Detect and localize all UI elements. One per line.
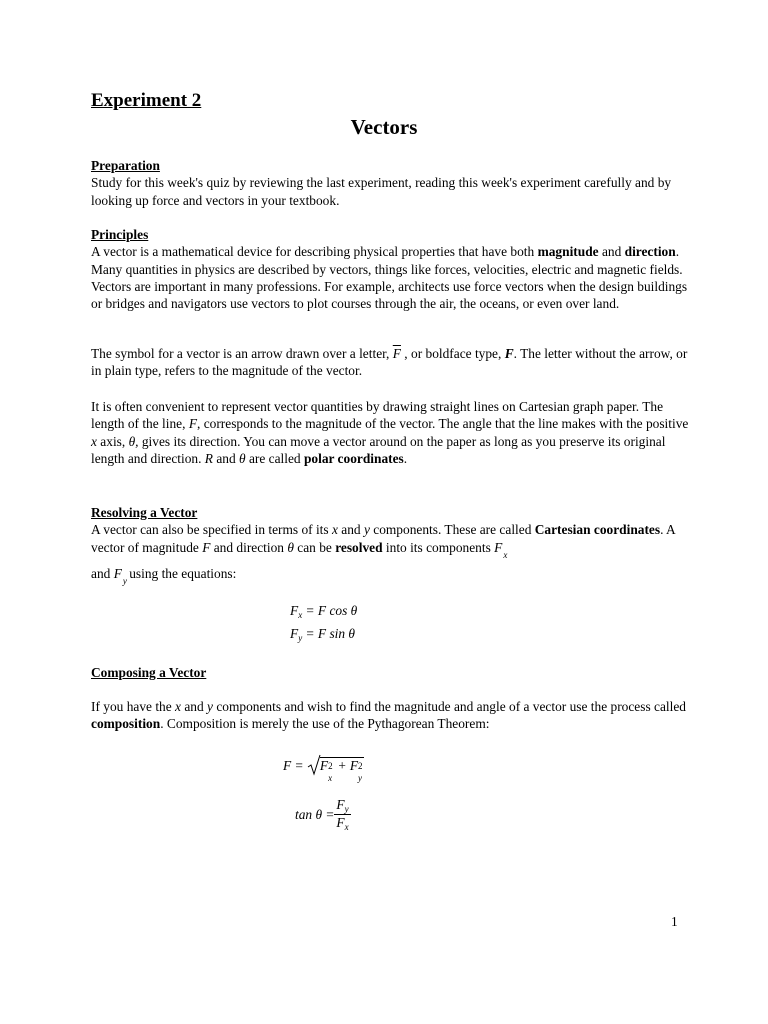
preparation-text: Study for this week's quiz by reviewing the last experiment, reading this week's experiment carefully and by looking up force and vectors in your textbook. — [91, 175, 672, 208]
math-var: F — [113, 565, 122, 581]
text-run: , corresponds to the magnitude of the vector. The angle that the line makes with the positive — [197, 416, 689, 432]
text-run: If you have the — [91, 699, 176, 714]
text-run: axis, — [96, 433, 129, 449]
text-run: gives its direction. You can move a vector around on the paper as long as you preserve its original length and direction. — [91, 433, 666, 466]
math-superscript: 2 — [358, 761, 363, 771]
math-var: F — [290, 603, 299, 618]
text-run: and — [337, 522, 364, 538]
principles-paragraph-2 — [91, 345, 691, 380]
text-run: . Many quantities in physics are described by vectors, things like forces, velocities, electric and magnetic fields. Vectors are important in many professions. For example, architects use force vectors when the design buildings or bridges and navigators use vectors to plot courses through the air, the oceans, or even over land. — [91, 244, 688, 312]
math-operator: + — [334, 758, 350, 773]
math-lhs: tan θ = — [295, 806, 335, 822]
equation-magnitude — [283, 758, 364, 783]
text-run: components. These are called — [369, 522, 535, 538]
math-var: F — [188, 416, 197, 432]
math-var: F — [494, 539, 503, 555]
vector-symbol-bold: F — [504, 346, 514, 361]
math-var: F — [336, 797, 345, 812]
resolving-heading: Resolving a Vector — [91, 505, 198, 520]
text-run: . Composition is merely the use of the Pythagorean Theorem: — [160, 716, 490, 732]
preparation-heading: Preparation — [91, 158, 160, 173]
math-subscript: x — [328, 773, 333, 783]
page-number: 1 — [671, 914, 678, 929]
math-var: F — [319, 758, 329, 773]
math-var: F — [290, 626, 299, 641]
math-var: x — [91, 433, 97, 449]
fraction-denominator — [334, 814, 350, 832]
text-run: and direction — [210, 539, 288, 555]
math-subscript: x — [298, 610, 303, 620]
fraction-numerator — [334, 797, 350, 814]
text-run: and — [91, 565, 114, 581]
principles-paragraph-1 — [91, 243, 691, 312]
preparation-section — [91, 157, 691, 209]
composing-paragraph — [91, 698, 691, 733]
text-run: and — [181, 699, 208, 714]
math-var: x — [175, 699, 181, 714]
bold-term-cartesian: Cartesian coordinates — [534, 522, 661, 538]
radical-sign-icon — [307, 754, 321, 776]
math-var: x — [331, 522, 338, 538]
bold-term-composition: composition — [91, 716, 161, 732]
text-run: . A vector of magnitude — [91, 522, 675, 555]
resolving-continuation — [91, 565, 691, 584]
math-lhs: F = — [283, 758, 307, 773]
text-run: using the equations: — [125, 565, 237, 581]
principles-heading: Principles — [91, 227, 149, 242]
bold-term-polar: polar coordinates — [303, 450, 404, 466]
text-run: . — [403, 450, 408, 466]
math-var: F — [349, 758, 359, 773]
experiment-heading: Experiment 2 — [91, 90, 202, 111]
composing-heading: Composing a Vector — [91, 665, 207, 680]
math-var: R — [204, 450, 213, 466]
math-subscript: x — [344, 822, 349, 832]
math-superscript: 2 — [328, 761, 333, 771]
radicand — [319, 757, 364, 783]
text-run: . The letter without the arrow, or in plain type, refers to the magnitude of the vector. — [91, 346, 688, 379]
fraction — [334, 797, 350, 832]
math-var: θ — [287, 539, 294, 555]
math-subscript: y — [122, 575, 127, 586]
resolving-section — [91, 504, 691, 584]
principles-paragraph-3 — [91, 398, 691, 467]
equation-fx — [290, 603, 357, 620]
math-var: y — [363, 522, 370, 538]
math-var: θ — [239, 450, 246, 466]
text-run: , or boldface type, — [400, 346, 505, 361]
text-run: can be — [293, 539, 336, 555]
math-var: y — [207, 699, 213, 714]
equation-angle — [295, 797, 351, 832]
bold-term-resolved: resolved — [335, 539, 383, 555]
math-subscript: y — [358, 773, 363, 783]
equation-fy — [290, 626, 355, 643]
text-run: A vector can also be specified in terms of its — [91, 522, 332, 538]
text-run: components and wish to find the magnitude and angle of a vector use the process called — [212, 699, 686, 714]
resolving-paragraph — [91, 521, 691, 558]
text-run: The symbol for a vector is an arrow drawn over a letter, — [91, 346, 393, 361]
document-title: Vectors — [350, 115, 418, 139]
text-run: A vector is a mathematical device for describing physical properties that have both — [91, 244, 538, 260]
text-run: It is often convenient to represent vector quantities by drawing straight lines on Cartesian graph paper. The length of the line, — [91, 399, 664, 432]
square-root — [307, 758, 364, 783]
text-run: and — [212, 450, 240, 466]
principles-section — [91, 226, 691, 312]
text-run: are called — [245, 450, 304, 466]
math-var: F — [202, 539, 211, 555]
text-run: into its components — [382, 539, 495, 555]
math-subscript: y — [298, 633, 303, 643]
math-var: F — [336, 815, 345, 830]
vector-symbol-overline: $\overline{F}$ — [392, 346, 401, 361]
math-subscript: x — [503, 549, 508, 560]
equation-rhs: = F sin θ — [302, 626, 355, 641]
equation-rhs: = F cos θ — [302, 603, 358, 618]
math-var: θ, — [128, 433, 139, 449]
bold-term-direction: direction — [624, 244, 676, 260]
math-subscript: y — [344, 804, 349, 814]
composing-heading-block — [91, 664, 691, 681]
text-run: and — [598, 244, 625, 260]
bold-term-magnitude: magnitude — [537, 244, 599, 260]
